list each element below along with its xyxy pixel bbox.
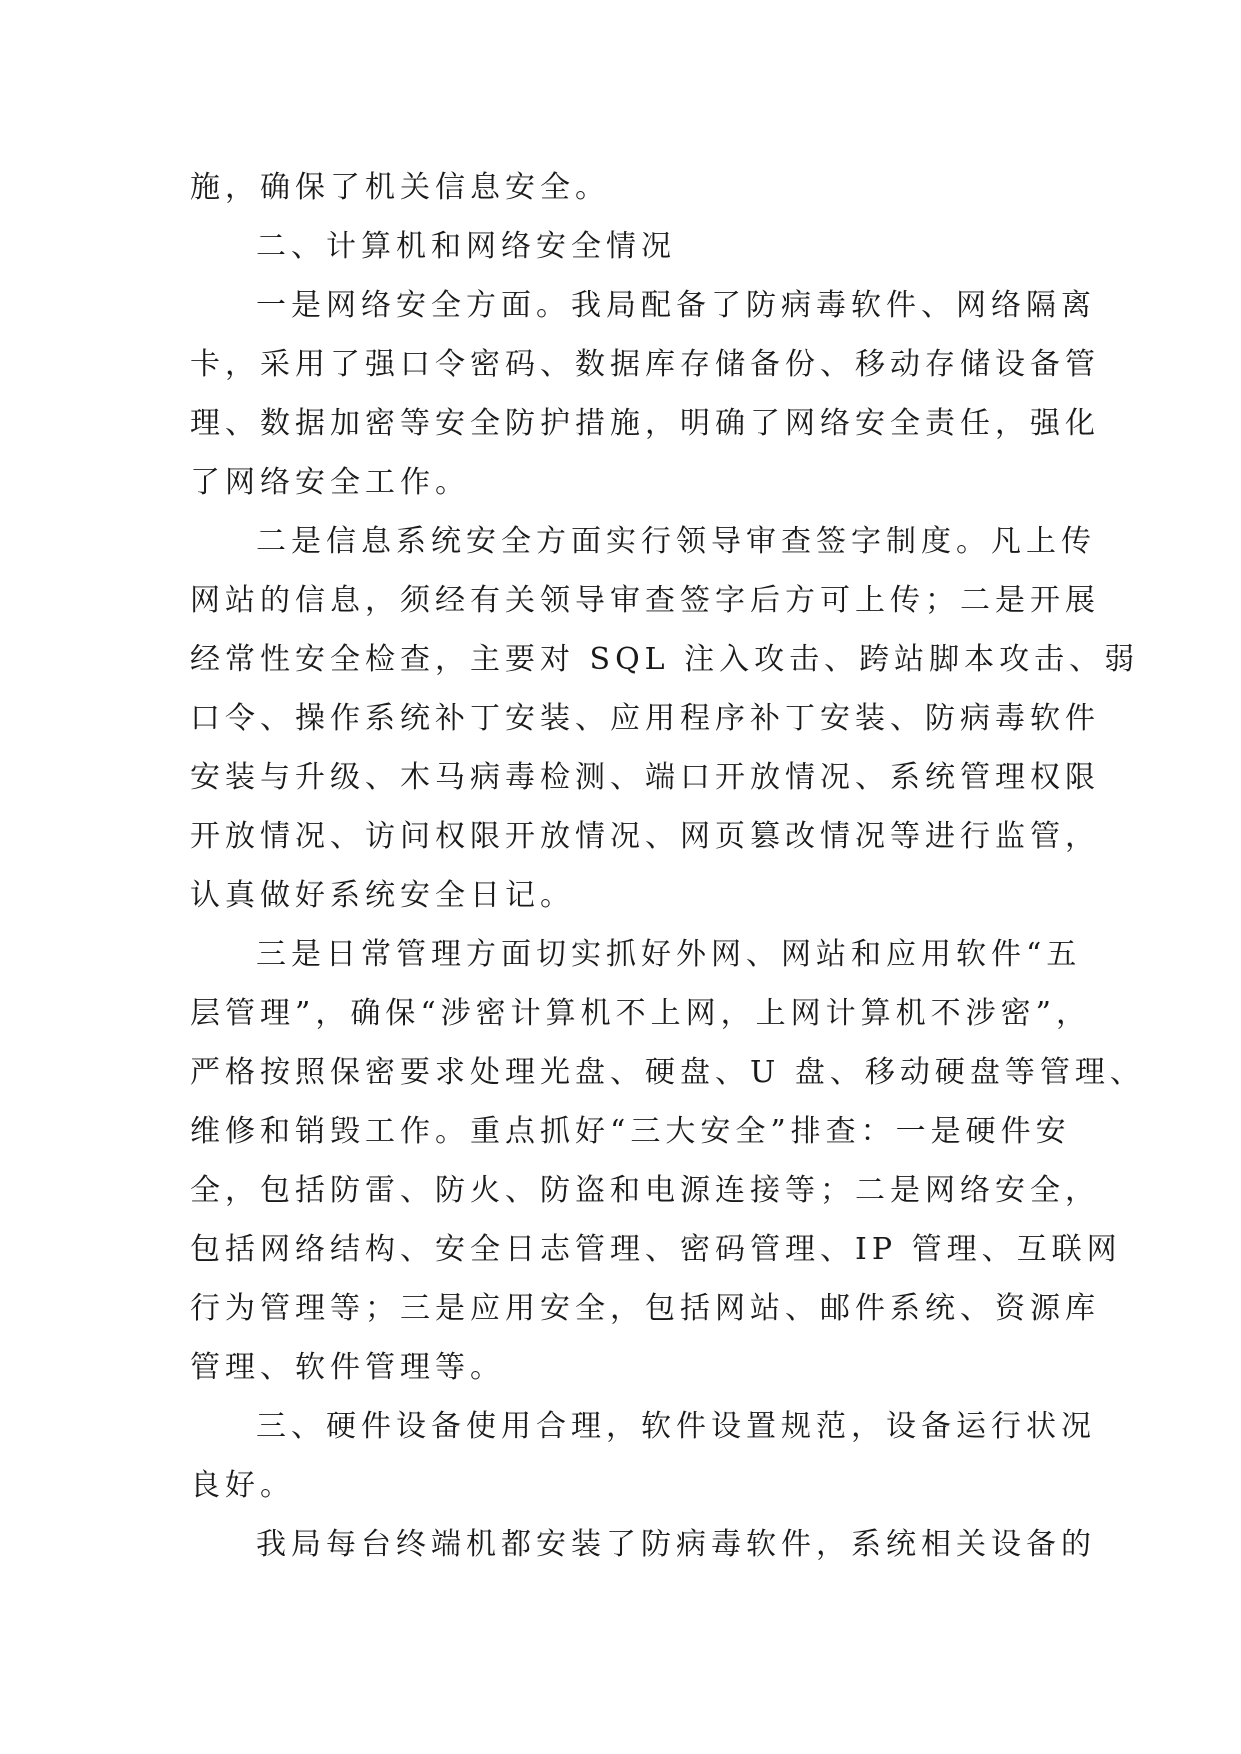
- text-line: 三是日常管理方面切实抓好外网、网站和应用软件“五: [256, 937, 1082, 972]
- text-line: 认真做好系统安全日记。: [190, 878, 575, 913]
- text-line: 二是信息系统安全方面实行领导审查签字制度。凡上传: [256, 524, 1096, 559]
- text-line: 三、硬件设备使用合理，软件设置规范，设备运行状况: [256, 1409, 1096, 1444]
- document-body: [190, 158, 1145, 1574]
- text-line: 管理、软件管理等。: [190, 1350, 505, 1385]
- text-line: 了网络安全工作。: [190, 465, 470, 500]
- text-line: 一是网络安全方面。我局配备了防病毒软件、网络隔离: [256, 288, 1096, 323]
- text-line: 施，确保了机关信息安全。: [190, 170, 610, 205]
- text-line: 网站的信息，须经有关领导审查签字后方可上传；二是开展: [190, 583, 1100, 618]
- text-line: 我局每台终端机都安装了防病毒软件，系统相关设备的: [256, 1527, 1096, 1562]
- text-line: 严格按照保密要求处理光盘、硬盘、U 盘、移动硬盘等管理、: [190, 1055, 1145, 1090]
- text-line: 卡，采用了强口令密码、数据库存储备份、移动存储设备管: [190, 347, 1100, 382]
- text-line: 口令、操作系统补丁安装、应用程序补丁安装、防病毒软件: [190, 701, 1100, 736]
- text-line: 经常性安全检查，主要对 SQL 注入攻击、跨站脚本攻击、弱: [190, 642, 1140, 677]
- text-line: 良好。: [190, 1468, 295, 1503]
- text-line: 二、计算机和网络安全情况: [256, 229, 676, 264]
- text-line: 维修和销毁工作。重点抓好“三大安全”排查：一是硬件安: [190, 1114, 1071, 1149]
- text-line: 理、数据加密等安全防护措施，明确了网络安全责任，强化: [190, 406, 1100, 441]
- text-line: 包括网络结构、安全日志管理、密码管理、IP 管理、互联网: [190, 1232, 1122, 1267]
- text-line: 行为管理等；三是应用安全，包括网站、邮件系统、资源库: [190, 1291, 1100, 1326]
- text-line: 层管理”，确保“涉密计算机不上网，上网计算机不涉密”，: [190, 996, 1092, 1031]
- text-line: 全，包括防雷、防火、防盗和电源连接等；二是网络安全，: [190, 1173, 1100, 1208]
- text-line: 安装与升级、木马病毒检测、端口开放情况、系统管理权限: [190, 760, 1100, 795]
- text-line: 开放情况、访问权限开放情况、网页篡改情况等进行监管，: [190, 819, 1100, 854]
